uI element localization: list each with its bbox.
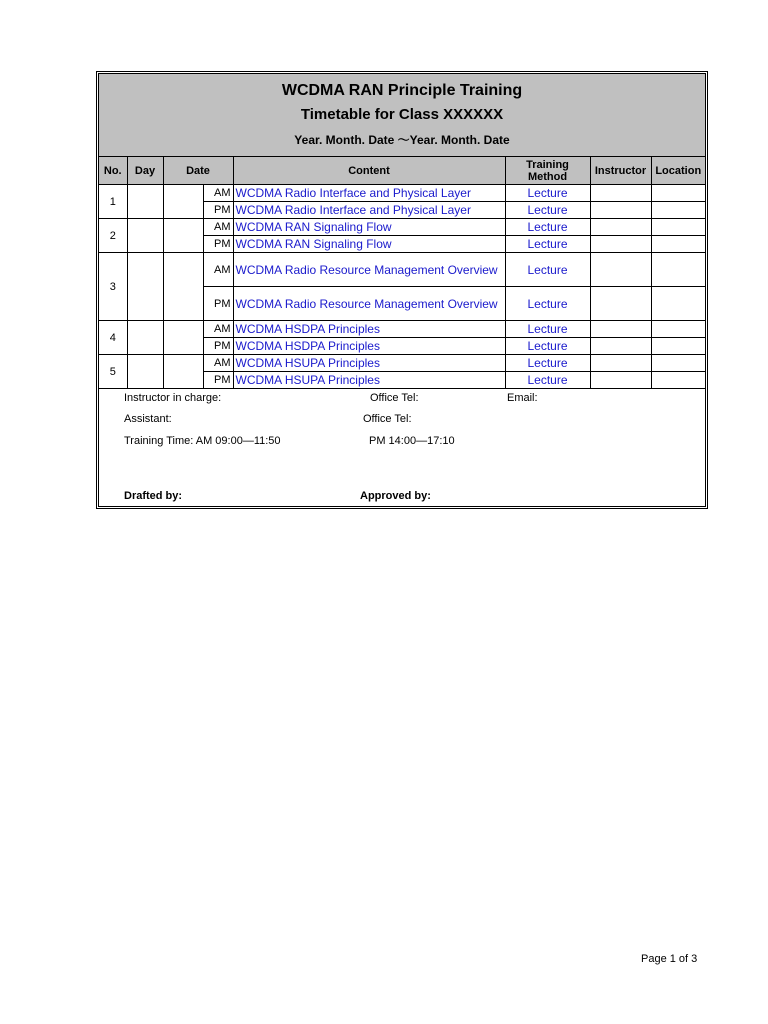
pm-label: PM — [203, 236, 233, 253]
col-location: Location — [651, 157, 705, 185]
date-cell — [163, 185, 203, 219]
session-number: 4 — [99, 321, 127, 355]
training-method: Lecture — [505, 372, 590, 389]
training-method: Lecture — [505, 355, 590, 372]
day-cell — [127, 185, 163, 219]
timetable-frame — [96, 71, 708, 509]
location-cell — [651, 253, 705, 287]
approved-by-label: Approved by: — [360, 490, 431, 502]
instructor-cell — [590, 355, 651, 372]
table-row — [99, 185, 705, 202]
session-content: WCDMA Radio Interface and Physical Layer — [233, 185, 505, 202]
pm-label: PM — [203, 202, 233, 219]
table-row — [99, 355, 705, 372]
training-method: Lecture — [505, 185, 590, 202]
am-label: AM — [203, 185, 233, 202]
location-cell — [651, 372, 705, 389]
pm-label: PM — [203, 287, 233, 321]
table-row — [99, 219, 705, 236]
location-cell — [651, 219, 705, 236]
location-cell — [651, 185, 705, 202]
session-number: 5 — [99, 355, 127, 389]
training-method: Lecture — [505, 219, 590, 236]
location-cell — [651, 202, 705, 219]
session-content: WCDMA HSUPA Principles — [233, 355, 505, 372]
session-number: 2 — [99, 219, 127, 253]
location-cell — [651, 287, 705, 321]
date-range: Year. Month. Date ～Year. Month. Date — [294, 133, 510, 147]
col-instructor: Instructor — [590, 157, 651, 185]
day-cell — [127, 321, 163, 355]
date-cell — [163, 253, 203, 321]
schedule-table — [99, 156, 705, 389]
day-cell — [127, 355, 163, 389]
training-method: Lecture — [505, 202, 590, 219]
session-content: WCDMA RAN Signaling Flow — [233, 236, 505, 253]
office-tel-label: Office Tel: — [370, 392, 419, 404]
table-header-row — [99, 157, 705, 185]
session-content: WCDMA HSUPA Principles — [233, 372, 505, 389]
session-number: 3 — [99, 253, 127, 321]
instructor-cell — [590, 287, 651, 321]
day-cell — [127, 219, 163, 253]
session-content: WCDMA RAN Signaling Flow — [233, 219, 505, 236]
document-title: WCDMA RAN Principle Training — [281, 82, 523, 99]
instructor-cell — [590, 219, 651, 236]
location-cell — [651, 355, 705, 372]
instructor-cell — [590, 185, 651, 202]
training-time-am: Training Time: AM 09:00—11:50 — [124, 435, 281, 447]
session-content: WCDMA Radio Resource Management Overview — [233, 253, 505, 287]
session-number: 1 — [99, 185, 127, 219]
instructor-cell — [590, 202, 651, 219]
timetable-footer — [99, 389, 705, 507]
col-method-line1: Training — [526, 158, 569, 171]
timetable — [98, 73, 706, 507]
training-time-pm: PM 14:00—17:10 — [369, 435, 455, 447]
pm-label: PM — [203, 338, 233, 355]
assistant-label: Assistant: — [124, 413, 172, 425]
day-cell — [127, 253, 163, 321]
am-label: AM — [203, 355, 233, 372]
session-content: WCDMA Radio Resource Management Overview — [233, 287, 505, 321]
table-row — [99, 321, 705, 338]
office-tel-label: Office Tel: — [363, 413, 412, 425]
training-method: Lecture — [505, 287, 590, 321]
date-cell — [163, 321, 203, 355]
table-row — [99, 253, 705, 287]
am-label: AM — [203, 219, 233, 236]
instructor-cell — [590, 338, 651, 355]
location-cell — [651, 321, 705, 338]
date-cell — [163, 219, 203, 253]
location-cell — [651, 236, 705, 253]
document-subtitle: Timetable for Class XXXXXX — [300, 106, 504, 123]
date-cell — [163, 355, 203, 389]
instructor-cell — [590, 253, 651, 287]
col-training-method — [505, 157, 590, 185]
session-content: WCDMA HSDPA Principles — [233, 321, 505, 338]
instructor-cell — [590, 236, 651, 253]
col-method-line2: Method — [527, 170, 568, 183]
pm-label: PM — [203, 372, 233, 389]
location-cell — [651, 338, 705, 355]
col-content: Content — [233, 157, 505, 185]
col-day: Day — [127, 157, 163, 185]
col-no: No. — [99, 157, 127, 185]
training-method: Lecture — [505, 321, 590, 338]
page-number: Page 1 of 3 — [641, 953, 698, 965]
drafted-by-label: Drafted by: — [124, 490, 183, 502]
timetable-header — [99, 74, 705, 157]
training-method: Lecture — [505, 338, 590, 355]
email-label: Email: — [507, 392, 538, 404]
training-method: Lecture — [505, 236, 590, 253]
session-content: WCDMA Radio Interface and Physical Layer — [233, 202, 505, 219]
session-content: WCDMA HSDPA Principles — [233, 338, 505, 355]
training-method: Lecture — [505, 253, 590, 287]
col-date: Date — [163, 157, 233, 185]
instructor-in-charge-label: Instructor in charge: — [124, 392, 222, 404]
am-label: AM — [203, 321, 233, 338]
instructor-cell — [590, 321, 651, 338]
am-label: AM — [203, 253, 233, 287]
instructor-cell — [590, 372, 651, 389]
